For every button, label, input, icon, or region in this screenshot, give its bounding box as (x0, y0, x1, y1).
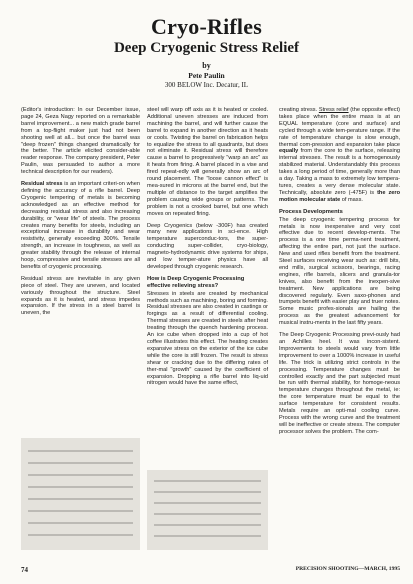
byline-by: by (202, 61, 211, 70)
author-address: 300 BELOW Inc. Decatur, IL (164, 81, 249, 89)
section-heading: How is Deep Cryogenic Processing effective relieving stress? (147, 275, 245, 289)
column-2 (147, 107, 268, 392)
paragraph: Stresses in steels are created by mechanical methods such as machining, boring and forming. Residual stresses are also created in castings or forgings as a result of differential cooling. Thermal stresses are created in steels after heat treating through the quench hardening process. An ice cube when dropped into a cup of hot coffee illustrates this effect. The heating creates expansive stress on the exterior of the ice cube while the core is still frozen. The result is stress shear or cracking due to the differing rates of ther-mal "growth" caused by the coefficient of expansion. Dropping a rifle barrel into liq-uid nitrogen would have the same effect, (147, 290, 268, 387)
publication-footer: PRECISION SHOOTING—MARCH, 1995 (295, 566, 400, 572)
paragraph: The Deep Cryogenic Processing previ-ously had an Achilles heel. It was incon-sistent. Improvements to steels would vary from little improvement to over a 1000% increase in useful life. The trick is utilizing strict controls in the processing. Temperature changes must be controlled exactly and the part subjected must be run with thermal stability, for homoge-neous temperature changes throughout the metal, ie: the core temperature must be equal to the surface temperature for consistent results. Metals require an opti-mal cooling curve. Process with the wrong curve and the treatment will be ineffective or create stress. The computer processor solves the problem. The com- (279, 332, 400, 435)
paragraph: Residual stress are inevitable in any given piece of steel. They are uneven, and located variously throughout the structure. Steel expands as it is heated, and stress impedes expansion. If the stress in a steel barrel is uneven, the (21, 275, 140, 317)
column-3 (279, 107, 400, 441)
paragraph-text: (the opposite effect) takes place when the entire mass is at an EQUAL temperature (core and surface) and cycled through a wide tem-perature range. If the rate of temperature change is slow enough, thermal com-pression and expansion take place (279, 107, 400, 148)
column-1 (21, 107, 140, 322)
article-subtitle: Deep Cryogenic Stress Relief (113, 40, 300, 56)
article-title: Cryo-Rifles (151, 14, 262, 39)
author-name: Pete Paulin (188, 71, 225, 80)
paragraph-text: is an important criteri-on when defining the accuracy of a rifle barrel. Deep Cryogenic tempering of metals is becoming acknowledged as an effective method for decreasing residual stress and also increasing durability, or "wear life" of steels. The process creates many benefits for steels, including an exceptional increase in durability and wear resistivity, generally exceeding 300%. Tensile strength, an increase in toughness, as well as greater stability through the release of internal hoop, compressive and tensile stresses are all benefits of cryogenic processing. (21, 181, 140, 270)
emphasis-zero-motion: the zero motion molecular state (279, 189, 400, 203)
paragraph: steel will warp off axis as it is heated or cooled. Additional uneven stresses are induced from machining the barrel, and will further cause the barrel to expand in another direction as it heats or cools. Twisting the barrel on fabrication helps to equalize the stress to all quadrants, but does not eliminate it. Residual stress will therefore cause a barrel to progressively "warp an arc" as it heats from firing. A barrel placed in a vise and fired repeat-edly will generally show an arc of round placement. The "loose cannon effect" is mea-sured in microns at the barrel end, but the multiple of distance to the target amplifies the problem causing wide groups or patterns. The problem is not a crooked barrel, but one which moves on repeated firing. (147, 107, 268, 217)
paragraph-text: creating stress. (279, 107, 319, 113)
blurred-image-center (147, 470, 268, 550)
section-heading: Process Developments (279, 208, 343, 215)
paragraph-text: of mass. (340, 196, 363, 203)
blurred-image-left (21, 438, 140, 550)
paragraph: The deep cryogenic tempering process for metals is now inexpensive and very cost effective due to recent develop-ments. The process is a one time perma-nent treatment, affecting the entire part, not just the surface. New and used rifles benefit from the treatment. Steel surfaces receiving wear such as: drill bits, end mills, surgical scissors, bearings, racing engines, rifle barrels, slicers and granula-tor knives, also benefit from the inexpen-sive treatment. New applications are being discovered regularly. Even saxo-phones and trumpets benefit with easier play and truer notes. Some music profes-sionals are hailing the process as the greatest advancement for musical instru-ments in the last fifty years. (279, 216, 400, 327)
paragraph-text: from the core to the surface, releasing internal stresses. The result is a homogenously stabilized material. Understandably this process takes a long period of time, generally more than a day. Taking a mass to extremely low tempera-tures, creates a very dense molecular state. Technically, absolute zero (-475F) is (279, 148, 400, 196)
editor-intro: (Editor's introduction: In our December issue, page 24, Geza Nagy reported on a remarkable barrel improvement... a new match grade barrel from a top-flight maker just had not been shooting well at all... but once the barrel was "deep frozen" things changed dramatically for the better. The article elicited consider-able reader response. The company president, Peter Paulin, was persuaded to author a more technical description for our readers). (21, 107, 140, 176)
emphasis-equally: equally (279, 148, 299, 155)
paragraph (279, 107, 400, 204)
stress-relief-term: Stress relief (318, 107, 349, 113)
paragraph: Deep Cryogenics (below -300F) has created many new applications in sci-ence. High temperature superconduc-tors, the super-conducting super-collider, cryo-biology, magneto-hydrodynamic drive systems for ships, and low temper-ature physics have all developed through cryogenic research. (147, 222, 268, 270)
page-number: 74 (21, 566, 28, 574)
paragraph (21, 181, 140, 271)
residual-stress-lead: Residual stress (21, 181, 63, 188)
